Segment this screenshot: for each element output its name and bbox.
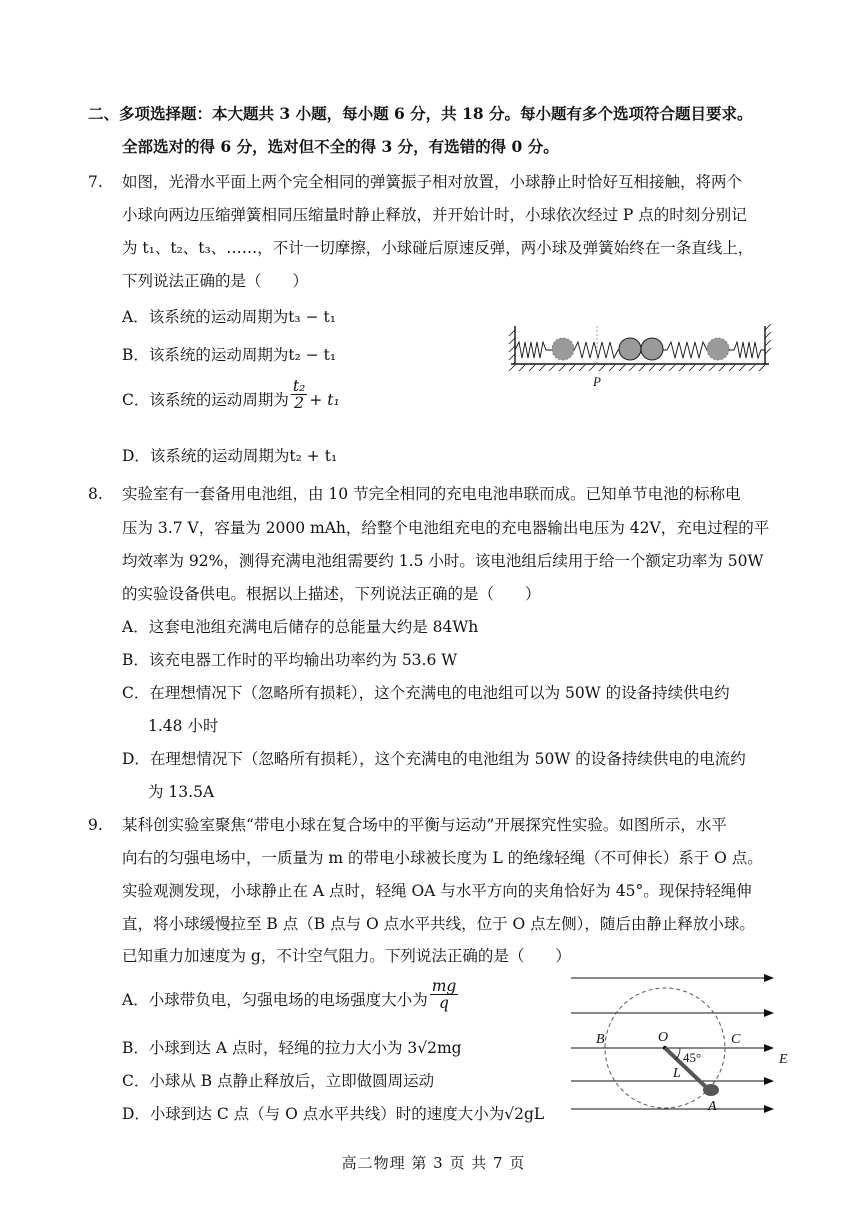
- q8-number: 8.: [88, 485, 103, 503]
- q9-option-b: B．小球到达 A 点时，轻绳的拉力大小为 3√2mg: [122, 1039, 462, 1057]
- q8-option-a: A．这套电池组充满电后储存的总能量大约是 84Wh: [122, 618, 479, 636]
- q9-option-c: C．小球从 B 点静止释放后，立即做圆周运动: [122, 1072, 435, 1090]
- q7-option-c-prefix: C．该系统的运动周期为: [122, 391, 289, 409]
- q7-number: 7.: [88, 173, 103, 191]
- q8-stem-line: 的实验设备供电。根据以上描述，下列说法正确的是（ ）: [122, 585, 541, 603]
- q9-option-d: D．小球到达 C 点（与 O 点水平共线）时的速度大小为√2gL: [122, 1105, 545, 1123]
- q8-option-c-line2: 1.48 小时: [148, 717, 219, 735]
- q9-option-a-numerator: mg: [431, 976, 457, 995]
- q7-stem-line: 如图，光滑水平面上两个完全相同的弹簧振子相对放置，小球静止时恰好互相接触，将两个: [122, 173, 743, 191]
- point-p-label: P: [593, 374, 601, 389]
- label-e: E: [779, 1052, 788, 1067]
- section-heading-line2: 全部选对的得 6 分，选对但不全的得 3 分，有选错的得 0 分。: [122, 137, 559, 156]
- label-b: B: [596, 1032, 605, 1047]
- q8-stem-line: 实验室有一套备用电池组，由 10 节完全相同的充电电池串联而成。已知单节电池的标称电: [122, 485, 741, 503]
- label-l: L: [673, 1066, 681, 1081]
- q9-stem-line: 向右的匀强电场中，一质量为 m 的带电小球被长度为 L 的绝缘轻绳（不可伸长）系于 O 点。: [122, 849, 763, 867]
- q7-stem-line: 下列说法正确的是（ ）: [122, 272, 309, 290]
- q9-stem-line: 实验观测发现，小球静止在 A 点时，轻绳 OA 与水平方向的夹角恰好为 45°。现保持轻绳伸: [122, 882, 752, 900]
- q9-number: 9.: [88, 816, 103, 834]
- center-ball-right: [641, 338, 663, 360]
- section-heading-line1: 二、多项选择题：本大题共 3 小题，每小题 6 分，共 18 分。每小题有多个选项符合题目要求。: [88, 104, 753, 123]
- q7-option-d: D．该系统的运动周期为t₂ + t₁: [122, 447, 338, 465]
- right-spring: [729, 342, 765, 358]
- q7-stem-line: 为 t₁、t₂、t₃、……，不计一切摩擦，小球碰后原速反弹，两小球及弹簧始终在一条直线上，: [122, 239, 754, 257]
- left-spring-extended: [574, 342, 622, 358]
- q8-option-c-line1: C．在理想情况下（忽略所有损耗），这个充满电的电池组可以为 50W 的设备持续供电约: [122, 684, 730, 702]
- q7-option-c-fraction: [291, 378, 307, 411]
- q9-option-a-denominator: q: [439, 993, 449, 1012]
- q7-option-b: B．该系统的运动周期为t₂ − t₁: [122, 346, 337, 364]
- label-a: A: [708, 1099, 717, 1114]
- q9-field-figure: [565, 965, 795, 1115]
- q7-option-c-numerator: t₂: [292, 376, 306, 395]
- q9-stem-line: 已知重力加速度为 g，不计空气阻力。下列说法正确的是（ ）: [122, 947, 571, 965]
- q9-stem-line: 某科创实验室聚焦“带电小球在复合场中的平衡与运动”开展探究性实验。如图所示，水平: [122, 816, 727, 834]
- q7-option-c: [122, 376, 340, 412]
- q8-option-d-line1: D．在理想情况下（忽略所有损耗），这个充满电的电池组为 50W 的设备持续供电的电流约: [122, 750, 746, 768]
- q9-option-a-fraction: [430, 978, 459, 1011]
- right-spring-extended: [663, 342, 707, 358]
- q8-stem-line: 压为 3.7 V，容量为 2000 mAh，给整个电池组充电的充电器输出电压为 42V，充电过程的平: [122, 519, 770, 537]
- q7-option-c-denominator: 2: [294, 393, 305, 412]
- right-ball-compressed: [707, 338, 729, 360]
- q9-stem-line: 直，将小球缓慢拉至 B 点（B 点与 O 点水平共线，位于 O 点左侧），随后由静止释放小球。: [122, 915, 755, 933]
- q7-stem-line: 小球向两边压缩弹簧相同压缩量时静止释放，并开始计时，小球依次经过 P 点的时刻分别记: [122, 206, 747, 224]
- q8-stem-line: 均效率为 92%，测得充满电池组需要约 1.5 小时。该电池组后续用于给一个额定功率为 50W: [122, 552, 764, 570]
- ball-a: [703, 1084, 719, 1096]
- left-ball-compressed: [552, 338, 574, 360]
- left-spring: [515, 342, 552, 358]
- q8-option-b: B．该充电器工作时的平均输出功率约为 53.6 W: [122, 651, 458, 669]
- label-angle: 45°: [683, 1050, 702, 1065]
- q9-option-a: [122, 976, 460, 1012]
- label-o: O: [658, 1030, 669, 1045]
- label-c: C: [731, 1032, 741, 1047]
- page-footer: 高二物理 第 3 页 共 7 页: [341, 1154, 526, 1172]
- q9-option-a-prefix: A．小球带负电，匀强电场的电场强度大小为: [122, 991, 428, 1009]
- q7-spring-figure: [505, 320, 775, 390]
- q8-option-d-line2: 为 13.5A: [148, 783, 215, 801]
- q7-option-c-suffix: + t₁: [309, 391, 340, 409]
- center-ball-left: [619, 338, 641, 360]
- q7-option-a: A．该系统的运动周期为t₃ − t₁: [122, 308, 336, 326]
